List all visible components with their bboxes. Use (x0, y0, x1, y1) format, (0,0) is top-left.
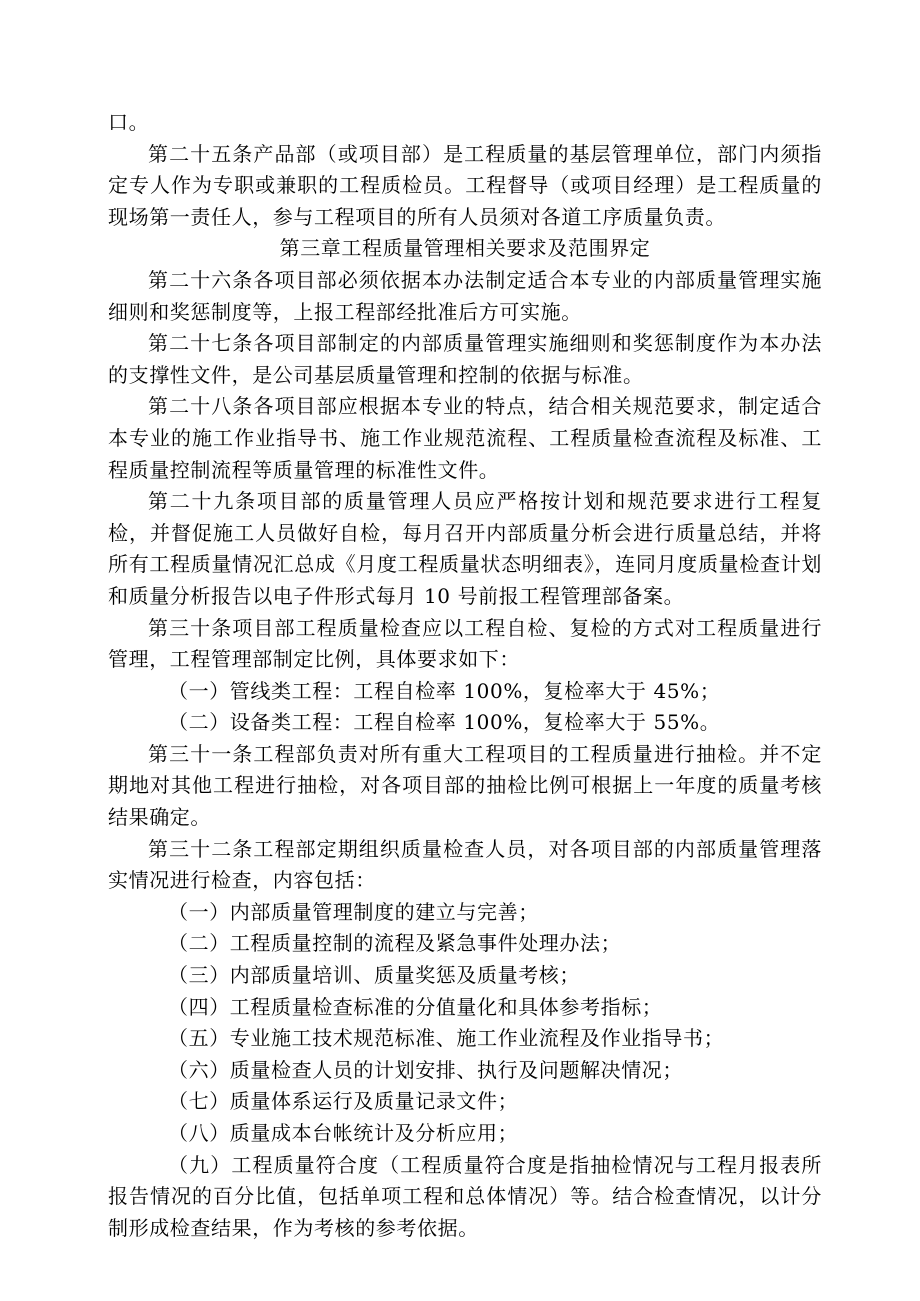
list-item: （四）工程质量检查标准的分值量化和具体参考指标； (168, 994, 663, 1019)
list-item: （八）质量成本台帐统计及分析应用； (168, 1121, 519, 1145)
article-32: 第三十二条工程部定期组织质量检查人员，对各项目部的内部质量管理落实情况进行检查，内容包括： (108, 836, 822, 893)
list-item: （三）内部质量培训、质量奖惩及质量考核； (168, 963, 580, 988)
list-item: （二）设备类工程：工程自检率 100%，复检率大于 55%。 (168, 710, 721, 735)
article-31: 第三十一条工程部负责对所有重大工程项目的工程质量进行抽检。并不定期地对其他工程进行抽检，对各项目部的抽检比例可根据上一年度的质量考核结果确定。 (108, 741, 822, 830)
list-item: （二）工程质量控制的流程及紧急事件处理办法； (168, 931, 622, 956)
list-item: （一）内部质量管理制度的建立与完善； (168, 899, 539, 924)
list-item: （六）质量检查人员的计划安排、执行及问题解决情况； (168, 1057, 683, 1082)
document-body (108, 107, 822, 1244)
list-item: （九）工程质量符合度（工程质量符合度是指抽检情况与工程月报表所报告情况的百分比值，包括单项工程和总体情况）等。结合检查情况，以计分制形成检查结果，作为考核的参考依据。 (108, 1152, 822, 1240)
article-26: 第二十六条各项目部必须依据本办法制定适合本专业的内部质量管理实施细则和奖惩制度等，上报工程部经批准后方可实施。 (108, 267, 822, 324)
article-29: 第二十九条项目部的质量管理人员应严格按计划和规范要求进行工程复检，并督促施工人员做好自检，每月召开内部质量分析会进行质量总结，并将所有工程质量情况汇总成《月度工程质量状态明细表》，连同月度质量检查计划和质量分析报告以电子件形式每月 10 号前报工程管理部备案。 (108, 489, 822, 608)
list-item: （七）质量体系运行及质量记录文件； (168, 1089, 519, 1114)
article-25: 第二十五条产品部（或项目部）是工程质量的基层管理单位，部门内须指定专人作为专职或兼职的工程质检员。工程督导（或项目经理）是工程质量的现场第一责任人，参与工程项目的所有人员须对各道工序质量负责。 (108, 141, 822, 229)
article-27: 第二十七条各项目部制定的内部质量管理实施细则和奖惩制度作为本办法的支撑性文件，是公司基层质量管理和控制的依据与标准。 (108, 331, 822, 387)
list-item: （一）管线类工程：工程自检率 100%，复检率大于 45%； (168, 678, 721, 703)
text-line: 口。 (108, 110, 150, 134)
chapter-heading: 第三章工程质量管理相关要求及范围界定 (279, 236, 651, 261)
article-30: 第三十条项目部工程质量检查应以工程自检、复检的方式对工程质量进行管理，工程管理部制定比例，具体要求如下： (108, 615, 822, 672)
article-28: 第二十八条各项目部应根据本专业的特点，结合相关规范要求，制定适合本专业的施工作业指导书、施工作业规范流程、工程质量检查流程及标准、工程质量控制流程等质量管理的标准性文件。 (108, 394, 822, 482)
list-item: （五）专业施工技术规范标准、施工作业流程及作业指导书； (168, 1026, 725, 1051)
